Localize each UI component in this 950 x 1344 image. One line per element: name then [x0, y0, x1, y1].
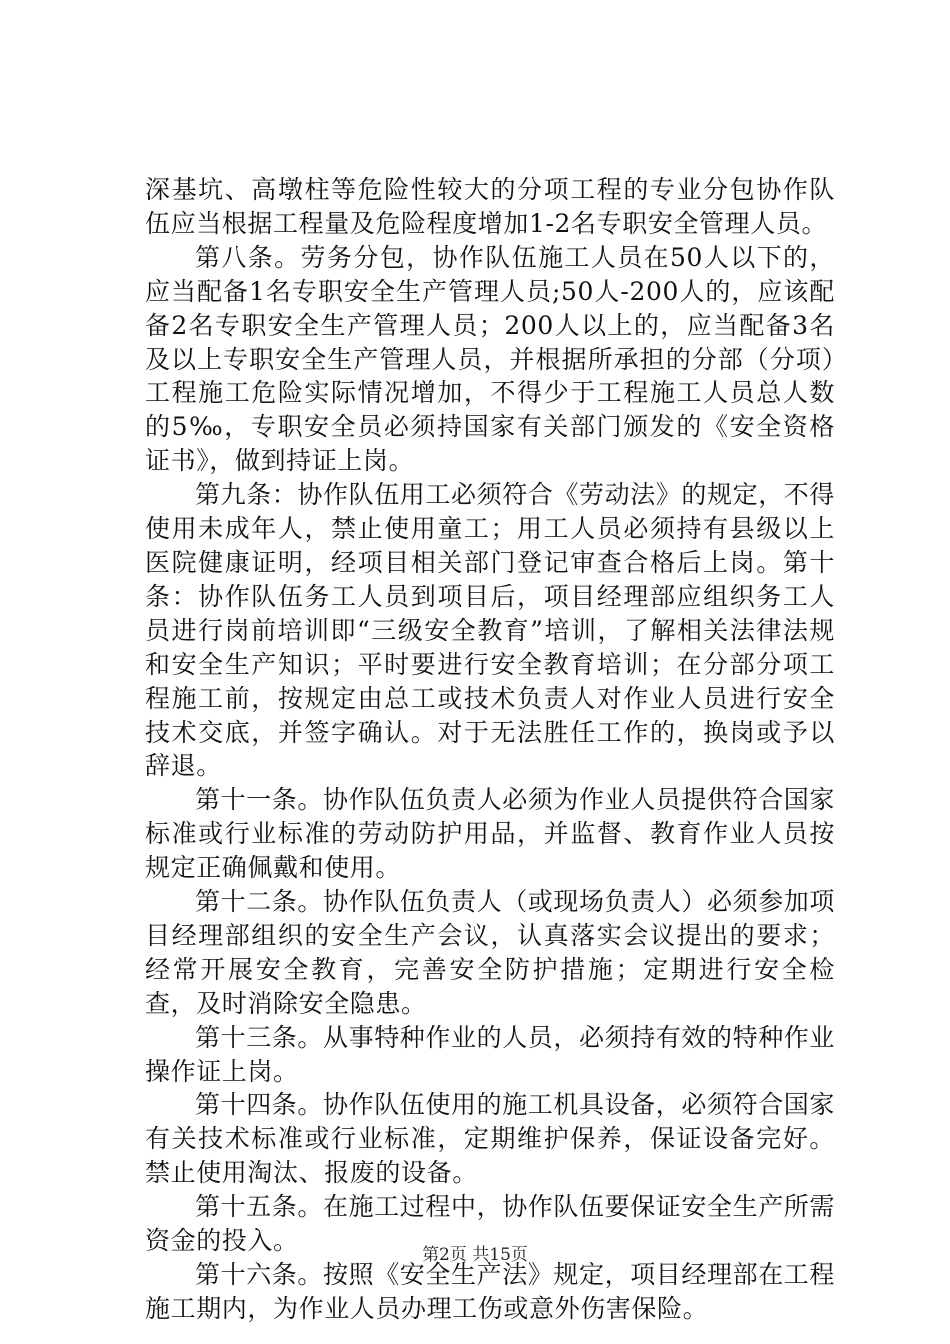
paragraph-article-16: 第十六条。按照《安全生产法》规定，项目经理部在工程施工期内，为作业人员办理工伤或意外伤害保险。 [145, 1260, 836, 1323]
paragraph-article-9-10: 第九条：协作队伍用工必须符合《劳动法》的规定，不得使用未成年人，禁止使用童工；用工人员必须持有县级以上医院健康证明，经项目相关部门登记审查合格后上岗。第十条：协作队伍务工人员到项目后，项目经理部应组织务工人员进行岗前培训即“三级安全教育”培训，了解相关法律法规和安全生产知识；平时要进行安全教育培训；在分部分项工程施工前，按规定由总工或技术负责人对作业人员进行安全技术交底，并签字确认。对于无法胜任工作的，换岗或予以辞退。 [145, 480, 836, 781]
document-body [145, 173, 835, 1326]
page-number-footer: 第2页 共15页 [422, 1245, 528, 1265]
paragraph-article-8: 第八条。劳务分包，协作队伍施工人员在50人以下的，应当配备1名专职安全生产管理人员;50人-200人的，应该配备2名专职安全生产管理人员；200人以上的，应当配备3名及以上专职安全生产管理人员，并根据所承担的分部（分项）工程施工危险实际情况增加，不得少于工程施工人员总人数的5‰，专职安全员必须持国家有关部门颁发的《安全资格证书》，做到持证上岗。 [145, 242, 835, 476]
paragraph-article-14: 第十四条。协作队伍使用的施工机具设备，必须符合国家有关技术标准或行业标准，定期维护保养，保证设备完好。禁止使用淘汰、报废的设备。 [145, 1090, 836, 1188]
paragraph-continuation: 深基坑、高墩柱等危险性较大的分项工程的专业分包协作队伍应当根据工程量及危险程度增加1-2名专职安全管理人员。 [145, 175, 835, 238]
paragraph-article-13: 第十三条。从事特种作业的人员，必须持有效的特种作业操作证上岗。 [145, 1022, 836, 1086]
paragraph-article-15: 第十五条。在施工过程中，协作队伍要保证安全生产所需资金的投入。 [145, 1192, 836, 1256]
paragraph-article-11: 第十一条。协作队伍负责人必须为作业人员提供符合国家标准或行业标准的劳动防护用品，并监督、教育作业人员按规定正确佩戴和使用。 [145, 785, 836, 883]
paragraph-article-12: 第十二条。协作队伍负责人（或现场负责人）必须参加项目经理部组织的安全生产会议，认真落实会议提出的要求；经常开展安全教育，完善安全防护措施；定期进行安全检查，及时消除安全隐患。 [145, 887, 836, 1018]
